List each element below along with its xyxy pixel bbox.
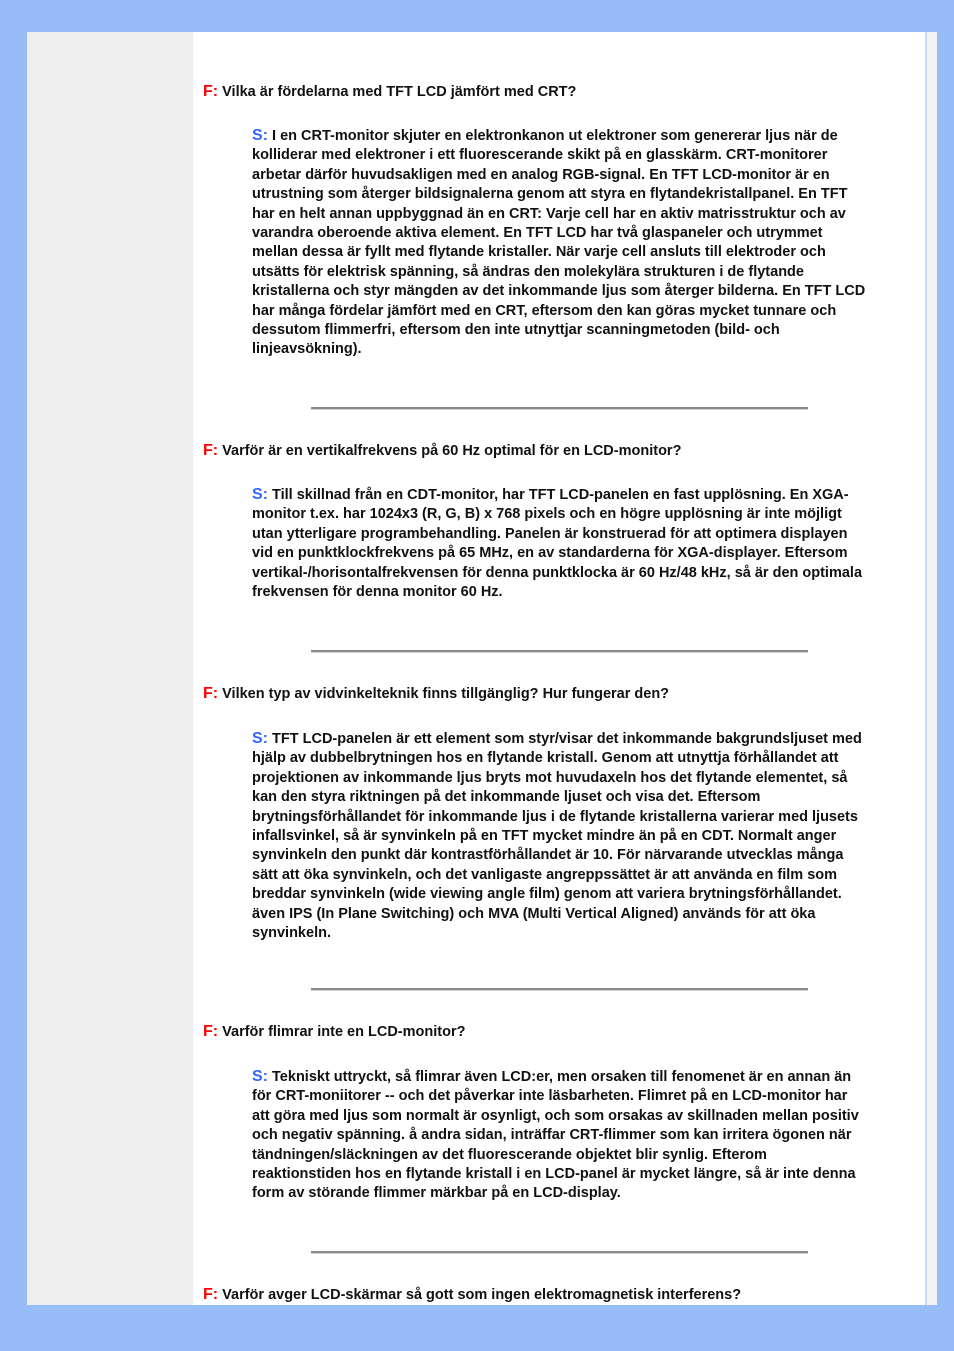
answer-tag: S: xyxy=(252,127,268,144)
faq-answer-3 xyxy=(252,729,867,943)
separator xyxy=(311,1251,808,1254)
answer-tag: S: xyxy=(252,1068,268,1085)
left-column xyxy=(27,32,193,1305)
answer-text: Till skillnad från en CDT-monitor, har TFT LCD-panelen en fast upplösning. En XGA-monitor t.ex. har 1024x3 (R, G, B) x 768 pixels och en högre upplösning är inte möjligt utan ytterligare programbehandling. Panelen är konstruerad för att optimera displayen vid en punktklockfrekvens på 65 MHz, en av standarderna för XGA-displayer. Eftersom vertikal-/horisontalfrekvensen för denna punktklocka är 60 Hz/48 kHz, så är den optimala frekvensen för denna monitor 60 Hz. xyxy=(252,487,863,601)
faq-question-3 xyxy=(203,685,903,703)
question-tag: F: xyxy=(203,1023,219,1040)
faq-answer-4 xyxy=(252,1067,867,1204)
question-text: Varför avger LCD-skärmar så gott som ingen elektromagnetisk interferens? xyxy=(222,1287,742,1303)
question-text: Varför flimrar inte en LCD-monitor? xyxy=(222,1024,466,1040)
separator xyxy=(311,988,808,991)
right-edge-strip xyxy=(925,32,937,1305)
faq-answer-1 xyxy=(252,126,867,360)
faq-question-5 xyxy=(203,1286,903,1304)
separator xyxy=(311,650,808,653)
answer-tag: S: xyxy=(252,486,268,503)
answer-text: I en CRT-monitor skjuter en elektronkanon ut elektroner som genererar ljus när de kolliderar med elektroner i ett fluorescerande skikt på en glasskärm. CRT-monitorer arbetar därför huvudsakligen med en analog RGB-signal. En TFT LCD-monitor är en utrustning som återger bildsignalerna genom att styra en flytandekristallpanel. En TFT har en helt annan uppbyggnad än en CRT: Varje cell har en aktiv matrisstruktur och av varandra oberoende aktiva element. En TFT LCD har två glaspaneler och utrymmet mellan dessa är fyllt med flytande kristaller. När varje cell ansluts till elektroder och utsätts för elektrisk spänning, så ändras den molekylära strukturen i de flytande kristallerna och styr mängden av det inkommande ljus som återger bilderna. En TFT LCD har många fördelar jämfört med en CRT, eftersom den kan göras mycket tunnare och dessutom flimmerfri, eftersom den inte utnyttjar scanningmetoden (bild- och linjeavsökning). xyxy=(252,128,866,358)
question-text: Vilken typ av vidvinkelteknik finns tillgänglig? Hur fungerar den? xyxy=(222,686,670,702)
question-tag: F: xyxy=(203,83,219,100)
faq-question-4 xyxy=(203,1023,903,1041)
faq-question-2 xyxy=(203,442,903,460)
question-tag: F: xyxy=(203,1286,219,1303)
question-text: Varför är en vertikalfrekvens på 60 Hz optimal för en LCD-monitor? xyxy=(222,443,682,459)
faq-question-1 xyxy=(203,83,903,101)
answer-text: Tekniskt uttryckt, så flimrar även LCD:er, men orsaken till fenomenet är en annan än för CRT-moniitorer -- och det påverkar inte läsbarheten. Flimret på en LCD-monitor har att göra med ljus som normalt är osynligt, och som orsakas av skillnaden mellan positiv och negativ spänning. å andra sidan, inträffar CRT-flimmer som kan irritera ögonen när tändningen/släckningen av det fluorescerande objektet blir synlig. Efterom reaktionstiden hos en flytande kristall i en LCD-panel är mycket längre, så är inte denna form av störande flimmer märkbar på en LCD-display. xyxy=(252,1069,859,1202)
faq-answer-2 xyxy=(252,485,867,602)
question-tag: F: xyxy=(203,442,219,459)
question-text: Vilka är fördelarna med TFT LCD jämfört med CRT? xyxy=(222,84,577,100)
question-tag: F: xyxy=(203,685,219,702)
answer-tag: S: xyxy=(252,730,268,747)
separator xyxy=(311,407,808,410)
page-frame xyxy=(27,32,925,1305)
answer-text: TFT LCD-panelen är ett element som styr/visar det inkommande bakgrundsljuset med hjälp av dubbelbrytningen hos en flytande kristall. Genom att utnyttja förhållandet att projektionen av inkommande ljus bryts mot huvudaxeln hos det flytande elementet, så kan den styra riktningen på det inkommande ljuset och visa det. Eftersom brytningsförhållandet för inkommande ljus i de flytande kristallerna varierar med ljusets infallsvinkel, så är synvinkeln på en TFT mycket mindre än på en CDT. Normalt anger synvinkeln den punkt där kontrastförhållandet är 10. För närvarande utvecklas många sätt att öka synvinkeln, och det vanligaste angreppssättet är att använda en film som breddar synvinkeln (wide viewing angle film) genom att variera brytningsförhållandet. även IPS (In Plane Switching) och MVA (Multi Vertical Aligned) används för att öka synvinkeln. xyxy=(252,731,862,942)
